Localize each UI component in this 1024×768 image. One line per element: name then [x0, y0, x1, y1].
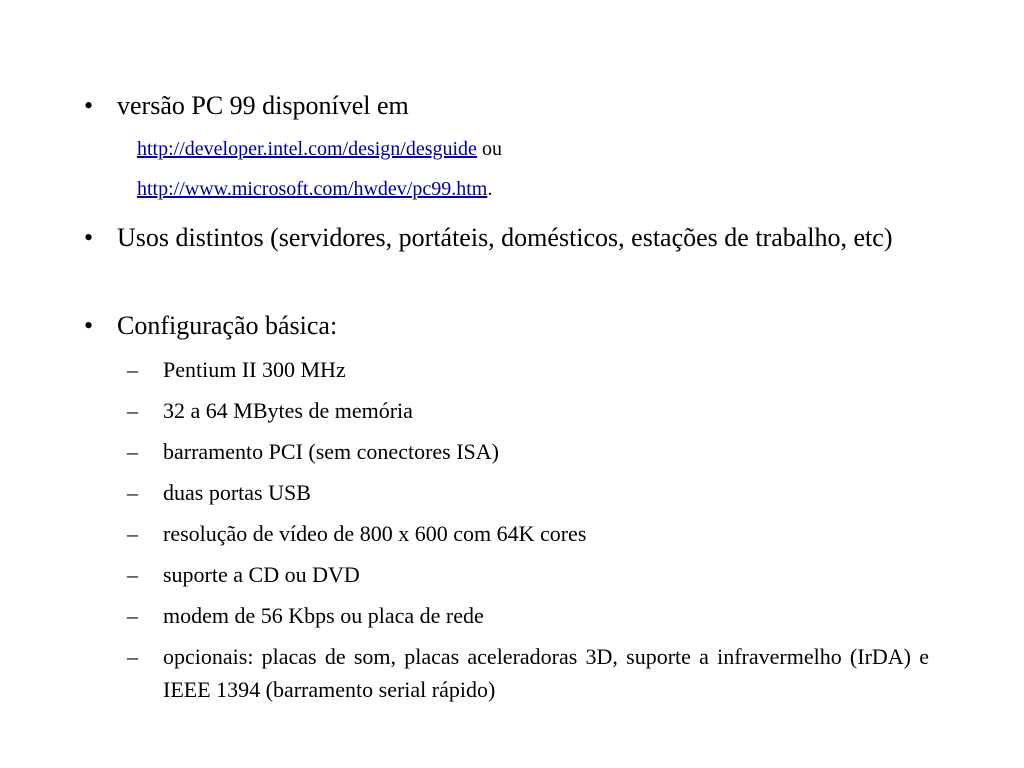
config-item-text: opcionais: placas de som, placas aceleradoras 3D, suporte a infravermelho (IrDA) e IEEE 1394 (barramento serial rápido) [163, 644, 929, 702]
config-item-text: 32 a 64 MBytes de memória [163, 398, 413, 423]
config-item-video [127, 517, 929, 550]
config-item-bus [127, 435, 929, 468]
bullet-text: versão PC 99 disponível em [117, 91, 409, 120]
dash-marker: – [127, 398, 138, 423]
bullet-usos [84, 220, 928, 256]
config-item-text: modem de 56 Kbps ou placa de rede [163, 603, 484, 628]
dash-marker: – [127, 562, 138, 587]
dash-marker: – [127, 521, 138, 546]
bullet-configuracao [84, 308, 928, 344]
dash-marker: – [127, 644, 138, 669]
config-item-optional [127, 640, 929, 706]
config-item-cd-dvd [127, 558, 929, 591]
config-item-text: barramento PCI (sem conectores ISA) [163, 439, 500, 464]
config-item-text: Pentium II 300 MHz [163, 357, 346, 382]
config-item-usb [127, 476, 929, 509]
intel-link-line [137, 134, 502, 164]
config-item-cpu [127, 353, 929, 386]
bullet-text: Configuração básica: [117, 311, 338, 340]
microsoft-link-line [137, 174, 492, 204]
bullet-marker: • [84, 223, 94, 252]
config-item-text: resolução de vídeo de 800 x 600 com 64K cores [163, 521, 587, 546]
dash-marker: – [127, 480, 138, 505]
bullet-marker: • [84, 91, 94, 120]
config-item-text: suporte a CD ou DVD [163, 562, 360, 587]
config-item-modem [127, 599, 929, 632]
dash-marker: – [127, 603, 138, 628]
link-period: . [487, 178, 493, 200]
config-item-text: duas portas USB [163, 480, 311, 505]
intel-link[interactable]: http://developer.intel.com/design/desguide [137, 138, 477, 160]
dash-marker: – [127, 439, 138, 464]
microsoft-link[interactable]: http://www.microsoft.com/hwdev/pc99.htm [137, 178, 488, 200]
link-connector: ou [476, 138, 502, 160]
dash-marker: – [127, 357, 138, 382]
bullet-marker: • [84, 311, 94, 340]
bullet-text: Usos distintos (servidores, portáteis, domésticos, estações de trabalho, etc) [117, 223, 893, 252]
config-item-memory [127, 394, 929, 427]
bullet-pc99 [84, 88, 928, 124]
